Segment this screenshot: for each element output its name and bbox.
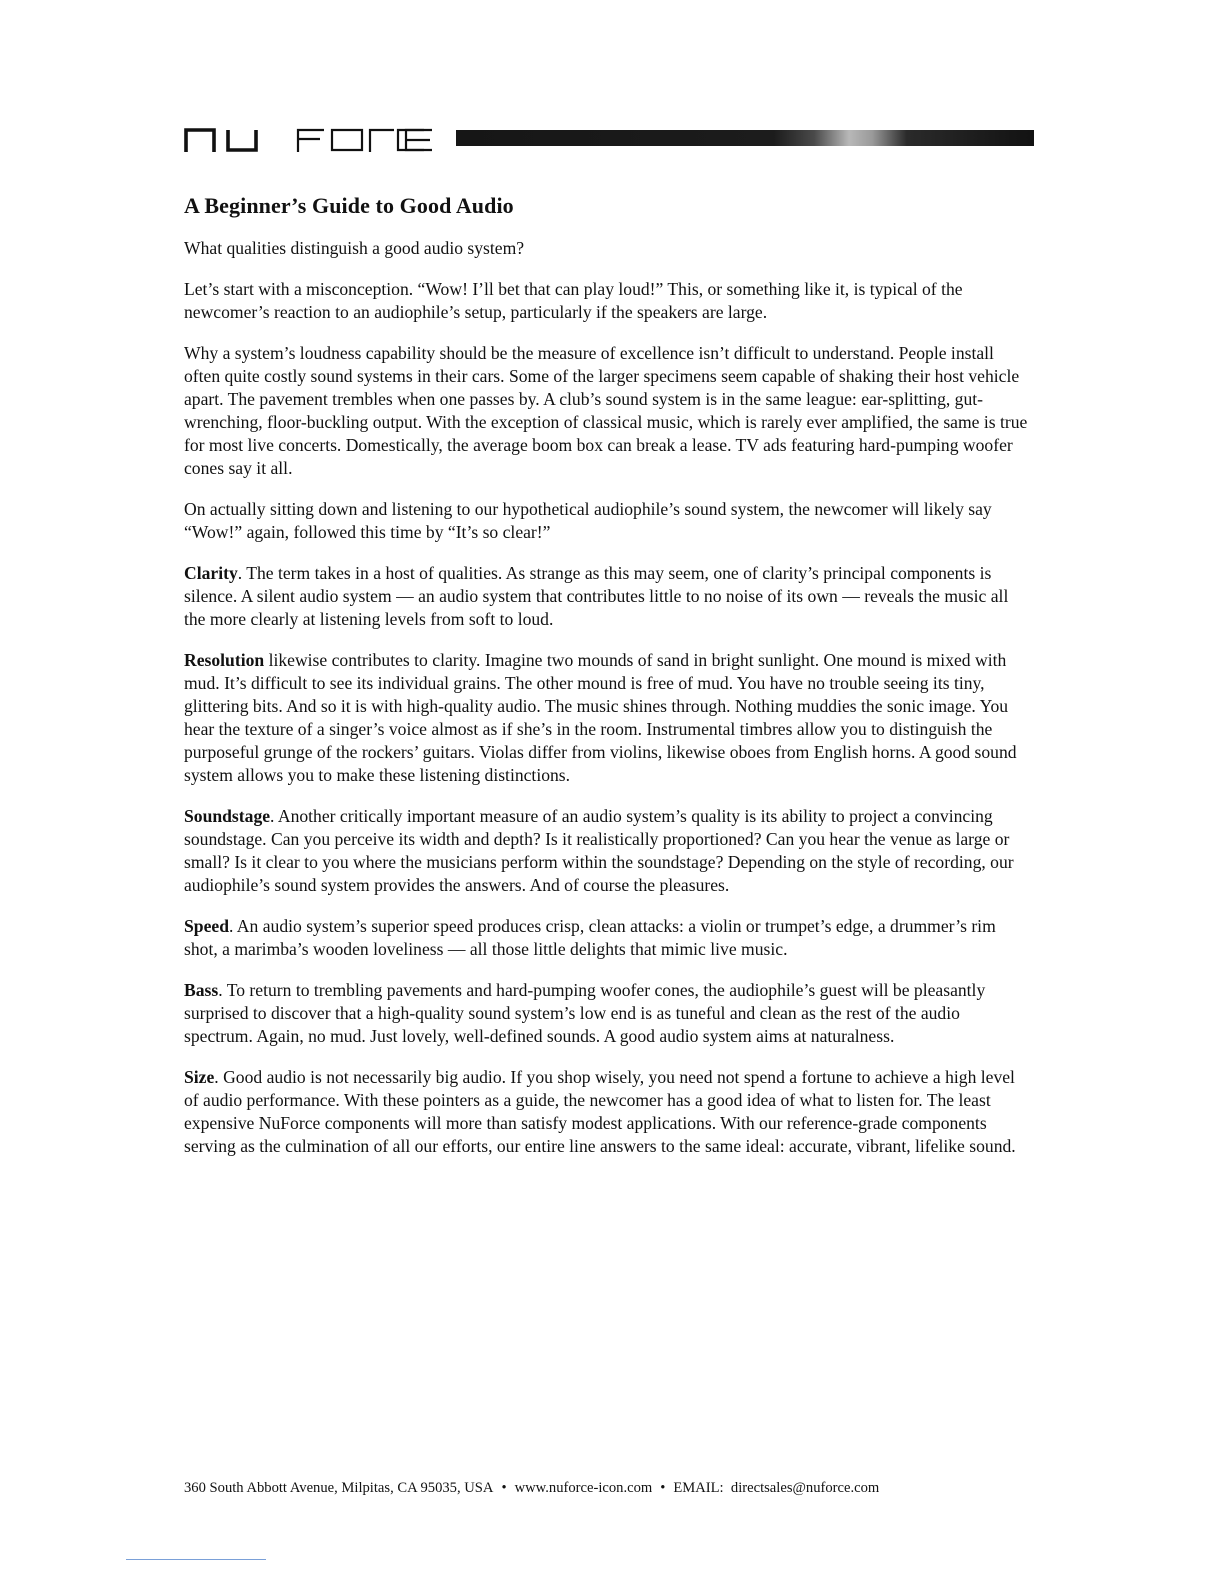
- paragraph-lead: Resolution: [184, 650, 265, 670]
- paragraph-text: . Good audio is not necessarily big audio. If you shop wisely, you need not spend a fortune to achieve a high level of audio performance. With these pointers as a guide, the newcomer has a good idea of what to listen for. The least expensive NuForce components will more than satisfy modest applications. With our reference-grade components serving as the culmination of all our efforts, our entire line answers to the same ideal: accurate, vibrant, lifelike sound.: [184, 1067, 1016, 1156]
- paragraph-text: likewise contributes to clarity. Imagine two mounds of sand in bright sunlight. One mound is mixed with mud. It’s difficult to see its individual grains. The other mound is free of mud. You have no trouble seeing its tiny, glittering bits. And so it is with high-quality audio. The music shines through. Nothing muddies the sonic image. You hear the texture of a singer’s voice almost as if she’s in the room. Instrumental timbres allow you to distinguish the purposeful grunge of the rockers’ guitars. Violas differ from violins, likewise oboes from English horns. A good sound system allows you to make these listening distinctions.: [184, 650, 1017, 785]
- paragraph-text: On actually sitting down and listening to our hypothetical audiophile’s sound system, the newcomer will likely say “Wow!” again, followed this time by “It’s so clear!”: [184, 499, 992, 542]
- paragraph-lead: Bass: [184, 980, 219, 1000]
- paragraph-lead: Soundstage: [184, 806, 271, 826]
- paragraph-text: . Another critically important measure of an audio system’s quality is its ability to project a convincing soundstage. Can you perceive its width and depth? Is it realistically proportioned? Can you hear the venue as large or small? Is it clear to you where the musicians perform within the soundstage? Depending on the style of recording, our audiophile’s sound system provides the answers. And of course the pleasures.: [184, 806, 1014, 895]
- scan-artifact-line: [126, 1559, 266, 1560]
- footer-website-link[interactable]: www.nuforce-icon.com: [514, 1480, 653, 1496]
- bullet-separator: •: [660, 1480, 666, 1496]
- page-footer: [184, 1480, 1044, 1497]
- paragraph-lead: Speed: [184, 916, 229, 936]
- bullet-separator: •: [501, 1480, 507, 1496]
- paragraph-text: . An audio system’s superior speed produces crisp, clean attacks: a violin or trumpet’s edge, a drummer’s rim shot, a marimba’s wooden loveliness — all those little delights that mimic live music.: [184, 916, 996, 959]
- paragraph-lead: Clarity: [184, 563, 238, 583]
- paragraph-lead: Size: [184, 1067, 215, 1087]
- document-body: [184, 193, 1029, 1176]
- paragraph-so-clear: [184, 498, 1029, 544]
- paragraph-resolution: [184, 649, 1029, 787]
- paragraph-soundstage: [184, 805, 1029, 897]
- footer-email-link[interactable]: directsales@nuforce.com: [730, 1480, 880, 1496]
- paragraph-text: . The term takes in a host of qualities. As strange as this may seem, one of clarity’s principal components is silence. A silent audio system — an audio system that contributes little to no noise of its own — reveals the music all the more clearly at listening levels from soft to loud.: [184, 563, 1009, 629]
- footer-address: 360 South Abbott Avenue, Milpitas, CA 95035, USA: [184, 1480, 494, 1496]
- paragraph-text: What qualities distinguish a good audio system?: [184, 238, 525, 258]
- paragraph-intro-question: [184, 237, 1029, 260]
- paragraph-bass: [184, 979, 1029, 1048]
- paragraph-misconception: [184, 278, 1029, 324]
- paragraph-clarity: [184, 562, 1029, 631]
- nuforce-logo: [184, 124, 434, 154]
- paragraph-speed: [184, 915, 1029, 961]
- header-rule: [456, 130, 1034, 146]
- page-header: [184, 124, 1034, 154]
- paragraph-text: Let’s start with a misconception. “Wow! I’ll bet that can play loud!” This, or something like it, is typical of the newcomer’s reaction to an audiophile’s setup, particularly if the speakers are large.: [184, 279, 963, 322]
- paragraph-text: Why a system’s loudness capability should be the measure of excellence isn’t difficult to understand. People install often quite costly sound systems in their cars. Some of the larger specimens seem capable of shaking their host vehicle apart. The pavement trembles when one passes by. A club’s sound system is in the same league: ear-splitting, gut-wrenching, floor-buckling output. With the exception of classical music, which is rarely ever amplified, the same is true for most live concerts. Domestically, the average boom box can break a lease. TV ads featuring hard-pumping woofer cones say it all.: [184, 343, 1028, 478]
- paragraph-loudness: [184, 342, 1029, 480]
- footer-email-label: EMAIL:: [673, 1480, 724, 1496]
- paragraph-text: . To return to trembling pavements and hard-pumping woofer cones, the audiophile’s guest will be pleasantly surprised to discover that a high-quality sound system’s low end is as tuneful and clean as the rest of the audio spectrum. Again, no mud. Just lovely, well-defined sounds. A good audio system aims at naturalness.: [184, 980, 986, 1046]
- paragraph-size: [184, 1066, 1029, 1158]
- document-title: A Beginner’s Guide to Good Audio: [184, 193, 514, 218]
